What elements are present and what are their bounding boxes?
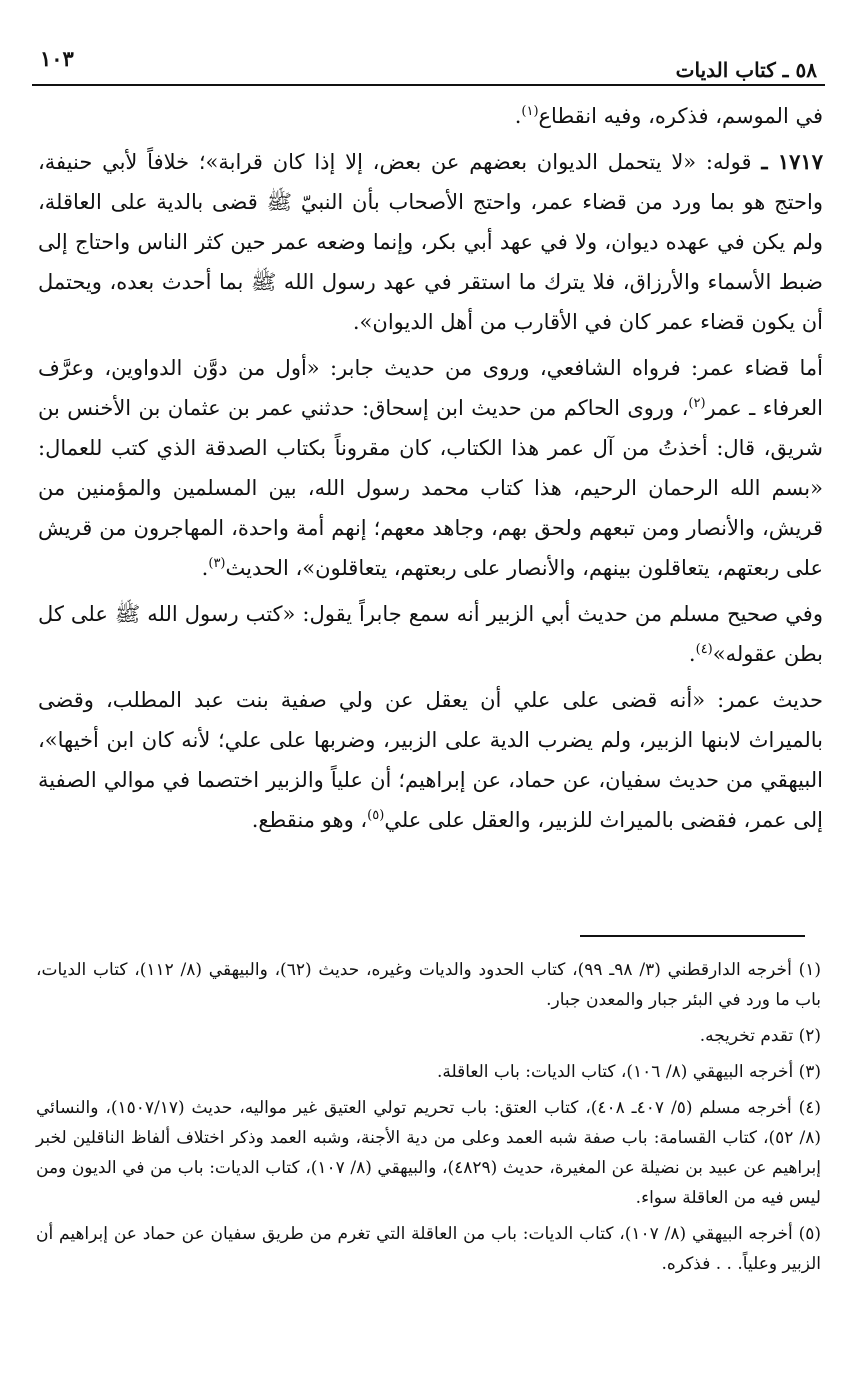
- text-run: قوله: «لا يتحمل الديوان بعضهم عن بعض، إلا إذا كان قرابة»؛ خلافاً لأبي حنيفة، واحتج هو بما ورد من قضاء عمر، واحتج الأصحاب بأن النبيّ ﷺ قضى بالدية على العاقلة، ولم يكن في عهده ديوان، ولا في عهد أبي بكر، وإنما وضعه عمر حين كثر الناس واحتاج إلى ضبط الأسماء والأرزاق، فلا يترك ما استقر في عهد رسول الله ﷺ بما أحدث بعده، ويحتمل أن يكون قضاء عمر كان في الأقارب من أهل الديوان».: [38, 150, 823, 334]
- entry-number: ١٧١٧ ـ: [761, 149, 823, 174]
- footnote: (٣) أخرجه البيهقي (٨/ ١٠٦)، كتاب الديات: باب العاقلة.: [436, 1062, 821, 1082]
- text-run: .: [688, 642, 696, 666]
- text-run: حديث عمر: «أنه قضى على علي أن يعقل عن ولي صفية بنت عبد المطلب، وقضى بالميراث لابنها الزبير، ولم يضرب الدية على الزبير، وضربها على علي؛ لأنه كان ابن أخيها»، البيهقي من حديث سفيان، عن حماد، عن إبراهيم؛ أن علياً والزبير اختصما في موالي الصفية إلى عمر، فقضى بالميراث للزبير، والعقل على علي: [38, 688, 823, 832]
- footnote-ref: (٢): [688, 396, 706, 411]
- running-title: ٥٨ ـ كتاب الديات: [675, 58, 817, 82]
- main-text: [38, 96, 823, 846]
- page-number: ١٠٣: [40, 46, 74, 71]
- footnote: (٢) تقدم تخريجه.: [699, 1026, 821, 1046]
- footnote-ref: (٥): [367, 808, 385, 823]
- footnote: (١) أخرجه الدارقطني (٣/ ٩٨ـ ٩٩)، كتاب الحدود والديات وغيره، حديث (٦٢)، والبيهقي (٨/ ١١٢)، كتاب الديات، باب ما ورد في البئر جبار والمعدن جبار.: [36, 960, 821, 1010]
- footnote-ref: (٣): [208, 556, 226, 571]
- text-run: في الموسم، فذكره، وفيه انقطاع: [538, 104, 823, 128]
- page-header: [32, 40, 825, 86]
- text-run: .: [201, 556, 209, 580]
- text-run: .: [514, 104, 522, 128]
- text-run: وفي صحيح مسلم من حديث أبي الزبير أنه سمع جابراً يقول: «كتب رسول الله ﷺ على كل بطن عقوله»: [38, 602, 823, 666]
- footnote-separator: [580, 935, 805, 937]
- footnote: (٤) أخرجه مسلم (٥/ ٤٠٧ـ ٤٠٨)، كتاب العتق: باب تحريم تولي العتيق غير مواليه، حديث (١٥٠٧/١٧)، والنسائي (٨/ ٥٢)، كتاب القسامة: باب صفة شبه العمد وعلى من دية الأجنة، وشبه العمد وذكر اختلاف ألفاظ الناقلين لخبر إبراهيم عن عبيد بن نضيلة عن المغيرة، حديث (٤٨٢٩)، والبيهقي (٨/ ١٠٧)، كتاب الديات: باب من في الديون ومن ليس فيه من العاقلة سواء.: [36, 1098, 821, 1208]
- paragraph: [38, 142, 823, 342]
- footnotes: [36, 955, 821, 1285]
- text-run: ، وهو منقطع.: [251, 808, 368, 832]
- paragraph: [38, 96, 823, 136]
- text-run: أما قضاء عمر: فرواه الشافعي، وروى من حديث جابر: «أول من دوَّن الدواوين، وعرَّف العرفاء ـ عمر: [38, 356, 823, 420]
- footnote-ref: (١): [521, 104, 539, 119]
- text-run: ، وروى الحاكم من حديث ابن إسحاق: حدثني عمر بن عثمان بن الأخنس بن شريق، قال: أخذتُ من آل عمر هذا الكتاب، كان مقروناً بكتاب الصدقة الذي كتب للعمال: «بسم الله الرحمان الرحيم، هذا كتاب محمد رسول الله، بين المسلمين والمؤمنين من قريش، والأنصار ومن تبعهم ولحق بهم، وجاهد معهم؛ إنهم أمة واحدة، المهاجرون من قريش على ربعتهم، يتعاقلون بينهم، والأنصار على ربعتهم، يتعاقلون»، الحديث: [38, 396, 823, 580]
- paragraph: [38, 594, 823, 674]
- footnote: (٥) أخرجه البيهقي (٨/ ١٠٧)، كتاب الديات: باب من العاقلة التي تغرم من طريق سفيان عن حماد عن إبراهيم أن الزبير وعلياً. . . فذكره.: [36, 1224, 822, 1274]
- paragraph: [38, 680, 823, 840]
- paragraph: [38, 348, 823, 588]
- footnote-ref: (٤): [695, 642, 713, 657]
